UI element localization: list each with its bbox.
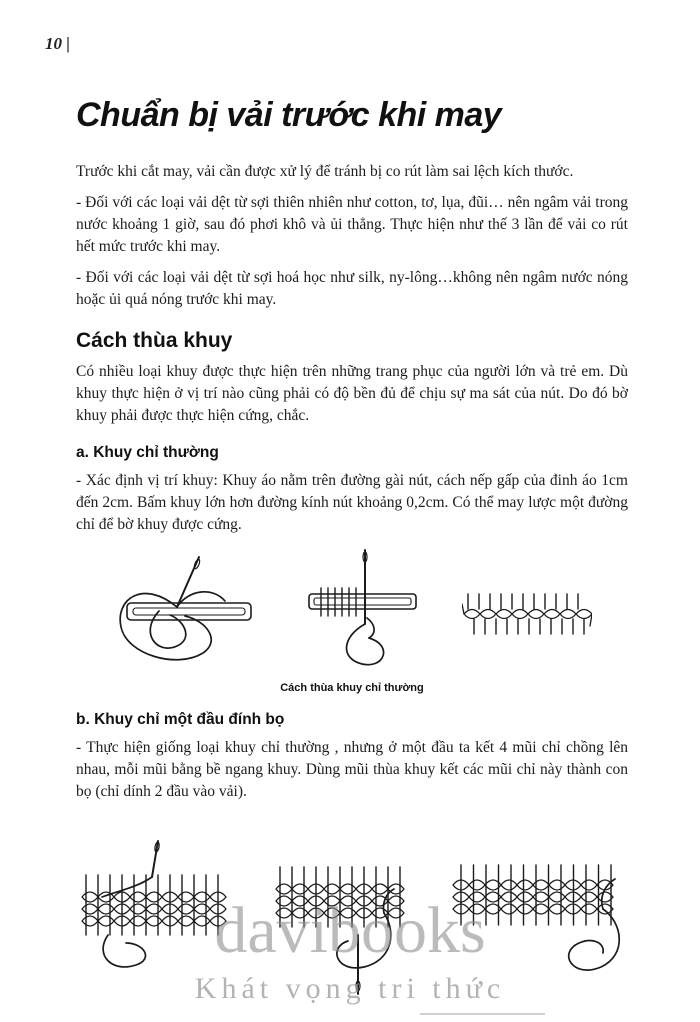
section-paragraph: Có nhiều loại khuy được thực hiện trên những trang phục của người lớn và trẻ em. Dù khuy thực hiện ở vị trí nào cũng phải có độ bền đủ để chịu sự ma sát của nút. Do đó bờ khuy phải được thực hiện cứng, chắc.	[76, 363, 628, 424]
buttonhole-knot-illustration	[113, 555, 263, 673]
intro-paragraph-2: - Đối với các loại vải dệt từ sợi thiên nhiên như cotton, tơ, lụa, đũi… nên ngâm vải trong nước khoảng 1 giờ, sau đó phơi khô và ủi thẳng. Thực hiện như thế 3 lần để vải co rút hết mức trước khi may.	[76, 194, 628, 255]
buttonhole-stitching-illustration	[305, 548, 420, 680]
watermark-brand: davibooks	[214, 894, 486, 967]
subsection-b-paragraph: - Thực hiện giống loại khuy chỉ thường , nhưng ở một đầu ta kết 4 mũi chỉ chồng lên nhau, mỗi mũi bằng bề ngang khuy. Dùng mũi thùa khuy kết các mũi chỉ này thành con bọ (chỉ dính 2 đầu vào vải).	[76, 739, 628, 800]
watermark-underline	[420, 1013, 545, 1015]
buttonhole-finished-illustration	[462, 586, 592, 642]
intro-paragraph-3: - Đối với các loại vải dệt từ sợi hoá học như silk, ny-lông…không nên ngâm nước nóng hoặc ủi quá nóng trước khi may.	[76, 269, 628, 308]
figure-row-buttonhole-steps	[76, 548, 628, 680]
figure-row-bartack-steps	[76, 839, 628, 999]
subsection-a-heading: a. Khuy chỉ thường	[76, 444, 219, 461]
section-heading-thua-khuy: Cách thùa khuy	[76, 329, 233, 352]
intro-paragraph-1: Trước khi cắt may, vải cần được xử lý để tránh bị co rút làm sai lệch kích thước.	[76, 163, 574, 180]
subsection-a-paragraph: - Xác định vị trí khuy: Khuy áo nằm trên đường gài nút, cách nếp gấp của đinh áo 1cm đến 2cm. Bấm khuy lớn hơn đường kính nút khoảng 0,2cm. Có thể may lược một đường chỉ để bờ khuy được cứng.	[76, 472, 628, 533]
page-number: 10 |	[45, 34, 70, 53]
figure-caption: Cách thùa khuy chỉ thường	[280, 682, 424, 694]
bartack-step3-illustration	[451, 839, 626, 984]
subsection-b-heading: b. Khuy chỉ một đầu đính bọ	[76, 711, 285, 728]
bartack-step1-illustration	[78, 839, 233, 989]
page-title: Chuẩn bị vải trước khi may	[76, 96, 502, 134]
bartack-step2-illustration	[272, 839, 412, 999]
watermark-slogan: Khát vọng tri thức	[194, 972, 506, 1005]
